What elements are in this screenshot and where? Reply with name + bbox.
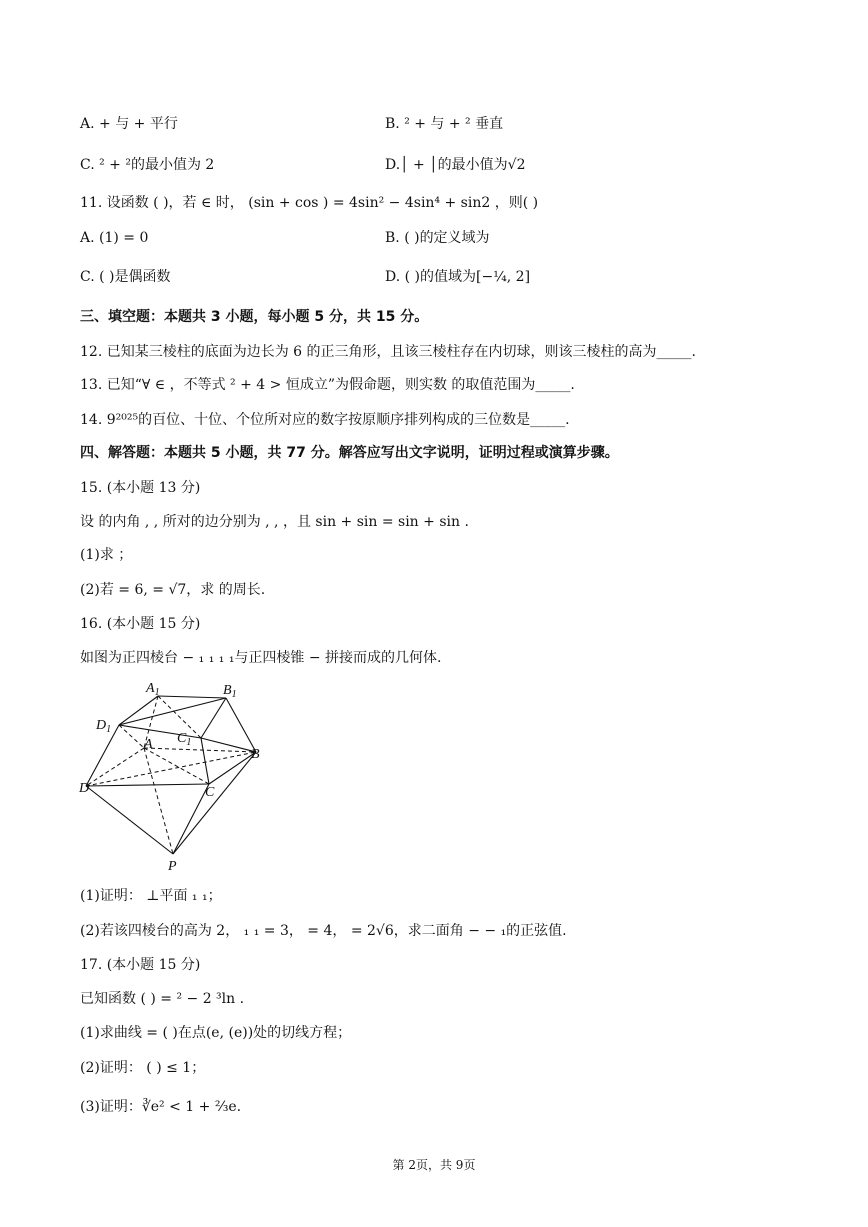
q17-part-3: (3)证明：∛e² < 1 + ⅔e. [80, 1099, 242, 1115]
label-a: A [144, 737, 153, 752]
edge-c1-c [201, 738, 209, 784]
q14-text: 14. 9²⁰²⁵的百位、十位、个位所对应的数字按原顺序排列构成的三位数是_____. [80, 412, 570, 428]
q13-text: 13. 已知“∀ ∈ ，不等式 ² + 4 > 恒成立”为假命题，则实数 的取值范围为_____. [80, 377, 575, 393]
section-3-title: 三、填空题：本题共 3 小题，每小题 5 分，共 15 分。 [80, 309, 429, 325]
q16-part-2: (2)若该四棱台的高为 2， ₁ ₁ = 3， = 4， = 2√6，求二面角 − − ₁的正弦值. [80, 923, 567, 939]
edge-a1-b1 [158, 696, 226, 698]
edge-d-p [86, 786, 173, 854]
q16-part-1: (1)证明： ⊥平面 ₁ ₁； [80, 888, 222, 904]
edge-c-p [173, 784, 209, 854]
edge-a-p [144, 748, 173, 854]
q15-part-1: (1)求 ； [80, 547, 133, 563]
q16-head: 16. (本小题 15 分) [80, 616, 201, 632]
q17-part-2: (2)证明： ( ) ≤ 1； [80, 1060, 206, 1076]
q15-part-2: (2)若 = 6, = √7，求 的周长. [80, 582, 266, 598]
q17-part-1: (1)求曲线 = ( )在点(e, (e))处的切线方程； [80, 1025, 352, 1041]
label-d1: $D_1$ [96, 718, 112, 735]
q12-text: 12. 已知某三棱柱的底面为边长为 6 的正三角形，且该三棱柱存在内切球，则该三棱柱的高为_____. [80, 344, 696, 360]
q11-option-a: A. (1) = 0 [80, 230, 149, 246]
edge-b1-b [226, 698, 256, 752]
label-b: B [251, 747, 260, 762]
label-d: D [79, 781, 90, 796]
q16-stem: 如图为正四棱台 − ₁ ₁ ₁ ₁与正四棱锥 − 拼接而成的几何体. [80, 650, 442, 666]
edge-b-p [173, 752, 256, 854]
edge-a-c [144, 748, 209, 784]
page-footer: 第 2页，共 9页 [392, 1158, 476, 1172]
edge-d1-d [86, 725, 119, 786]
edge-b1-c1 [201, 698, 226, 738]
geometry-figure [76, 676, 276, 872]
label-c: C [205, 785, 215, 800]
section-4-title: 四、解答题：本题共 5 小题，共 77 分。解答应写出文字说明，证明过程或演算步骤。 [80, 445, 619, 461]
edge-a-b [144, 748, 256, 752]
q10-option-d: D.│ + │的最小值为√2 [385, 157, 526, 173]
q15-head: 15. (本小题 13 分) [80, 480, 201, 496]
q11-option-c: C. ( )是偶函数 [80, 269, 171, 285]
q15-stem: 设 的内角 , , 所对的边分别为 , , ，且 sin + sin = sin + sin . [80, 514, 469, 530]
edge-d1-a1 [119, 696, 158, 725]
q10-option-b: B. ² + 与 + ² 垂直 [385, 116, 504, 132]
edge-d1-b1 [119, 698, 226, 725]
label-c1: $C_1$ [177, 731, 192, 748]
label-p: P [168, 859, 177, 872]
q10-option-a: A. + 与 + 平行 [80, 116, 178, 132]
q11-option-d: D. ( )的值域为[−¼, 2] [385, 269, 531, 285]
q17-stem: 已知函数 ( ) = ² − 2 ³ln . [80, 991, 245, 1007]
q11-stem: 11. 设函数 ( )，若 ∈ 时， (sin + cos ) = 4sin² − 4sin⁴ + sin2 ，则( ) [80, 195, 539, 211]
edge-d-c [86, 784, 209, 786]
q17-head: 17. (本小题 15 分) [80, 957, 201, 973]
label-b1: $B_1$ [223, 683, 237, 700]
label-a1: $A_1$ [146, 681, 160, 698]
q11-option-b: B. ( )的定义域为 [385, 230, 490, 246]
q10-option-c: C. ² + ²的最小值为 2 [80, 157, 215, 173]
